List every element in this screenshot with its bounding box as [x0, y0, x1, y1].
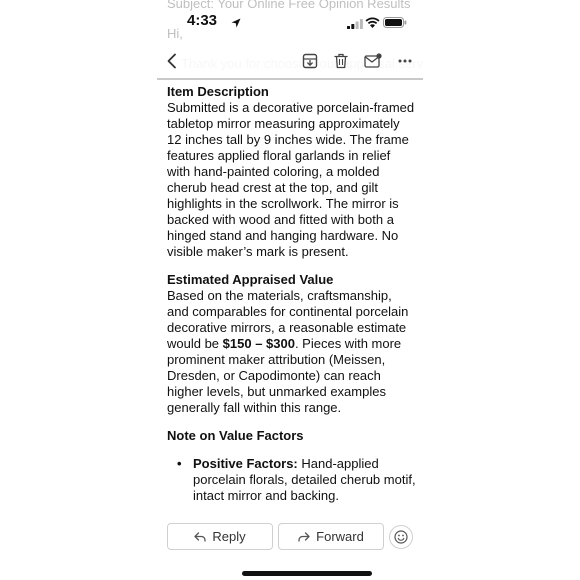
trash-icon[interactable] — [330, 50, 352, 72]
list-item — [167, 456, 417, 504]
section-title-value-factors: Note on Value Factors — [167, 428, 304, 443]
more-icon[interactable] — [394, 50, 416, 72]
reply-icon — [194, 532, 206, 542]
positive-factors-label: Positive Factors: — [193, 456, 298, 471]
back-chevron-icon[interactable] — [161, 50, 183, 72]
home-indicator[interactable] — [242, 571, 372, 576]
appraised-value-text-start: Based on the materials, craftsmanship, and comparables for continental porcelain decorative mirrors, a reasonable estimate would be — [167, 288, 409, 351]
appraised-value-amount: $150 – $300 — [222, 336, 295, 351]
status-bar — [157, 0, 423, 40]
reply-button[interactable] — [167, 523, 273, 550]
battery-icon — [383, 15, 407, 33]
phone-screen — [157, 0, 423, 580]
background-greeting: Hi, — [167, 26, 183, 41]
email-body — [167, 84, 417, 504]
forward-button[interactable] — [278, 523, 384, 550]
positive-factors-detail: Hand-applied porcelain florals, detailed cherub motif, intact mirror and backing. — [193, 456, 416, 503]
status-time: 4:33 — [187, 12, 218, 29]
reply-actions-bar — [157, 518, 423, 558]
item-description-text: Submitted is a decorative porcelain-framed tabletop mirror measuring approximately 12 inches tall by 9 inches wide. The frame features applied floral garlands in relief with hand-painted coloring, a molded cherub head crest at the top, and gilt highlights in the scrollwork. The mirror is backed with wood and fitted with both a hinged stand and hanging hardware. No visible maker’s mark is present. — [167, 100, 415, 259]
positive-factors-text — [193, 456, 417, 504]
section-title-appraised-value: Estimated Appraised Value — [167, 272, 334, 287]
email-toolbar — [157, 44, 423, 80]
emoji-icon — [394, 530, 408, 544]
signal-icon — [347, 16, 363, 34]
forward-label: Forward — [316, 529, 364, 544]
appraised-value-text — [167, 288, 417, 416]
forward-icon — [298, 532, 310, 542]
archive-icon[interactable] — [299, 50, 321, 72]
reply-label: Reply — [212, 529, 246, 544]
background-subject-line: Subject: Your Online Free Opinion Results — [167, 0, 411, 11]
mark-unread-icon[interactable] — [362, 50, 384, 72]
bullet-icon: • — [177, 456, 182, 471]
section-title-item-description: Item Description — [167, 84, 269, 99]
emoji-reaction-button[interactable] — [389, 525, 413, 549]
wifi-icon — [365, 15, 380, 33]
appraised-value-text-end: . Pieces with more prominent maker attribution (Meissen, Dresden, or Capodimonte) can reach higher levels, but unmarked examples generally fall within this range. — [167, 336, 402, 415]
location-arrow-icon — [231, 15, 241, 33]
